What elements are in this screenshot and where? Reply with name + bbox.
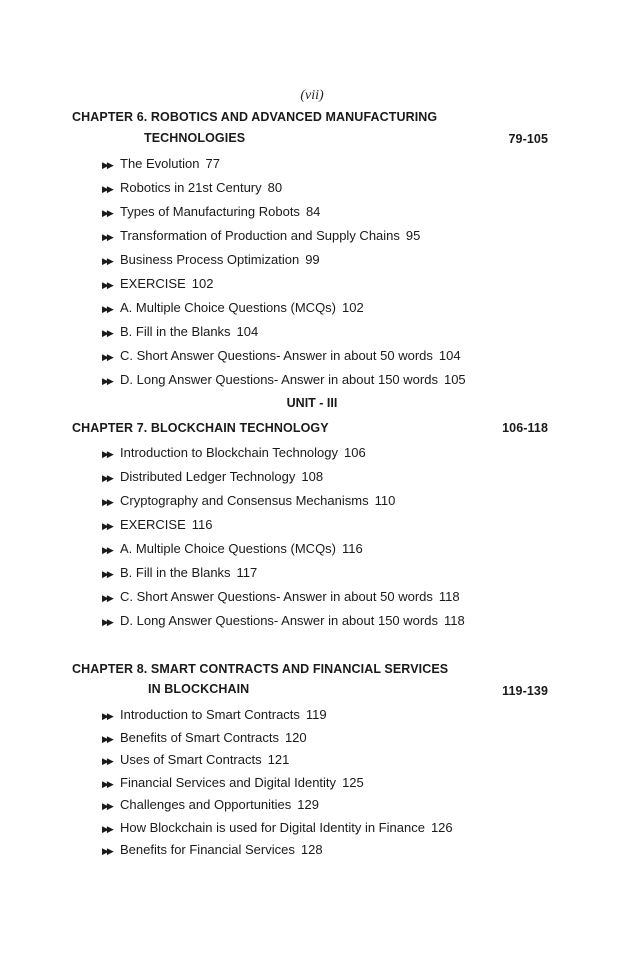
- chapter-6-title-line2: TECHNOLOGIES: [144, 131, 246, 145]
- toc-entry-page: 84: [305, 204, 321, 219]
- toc-entry-page: 95: [405, 228, 421, 243]
- toc-entry-page: 117: [236, 565, 258, 580]
- toc-entry-page: 99: [305, 252, 320, 267]
- double-arrow-bullet-icon: ▶▶: [102, 352, 112, 362]
- toc-entry: [102, 469, 465, 493]
- double-arrow-bullet-icon: ▶▶: [102, 846, 112, 856]
- toc-entry-page: 77: [205, 156, 220, 171]
- double-arrow-bullet-icon: ▶▶: [102, 711, 112, 721]
- double-arrow-bullet-icon: ▶▶: [102, 208, 112, 218]
- toc-entry-page: 110: [374, 493, 396, 508]
- toc-entry-page: 116: [191, 517, 213, 532]
- toc-entry: [102, 775, 453, 798]
- toc-entry-page: 118: [443, 613, 465, 628]
- toc-entry: [102, 820, 453, 843]
- toc-entry-page: 120: [284, 729, 307, 745]
- toc-entry: [102, 445, 465, 469]
- toc-entry-page: 119: [305, 707, 327, 722]
- toc-entry: [102, 565, 465, 589]
- toc-entry-page: 106: [344, 445, 366, 460]
- double-arrow-bullet-icon: ▶▶: [102, 756, 112, 766]
- double-arrow-bullet-icon: ▶▶: [102, 569, 112, 579]
- double-arrow-bullet-icon: ▶▶: [102, 304, 112, 314]
- toc-entry-page: 104: [236, 324, 259, 339]
- toc-entry-title: Types of Manufacturing Robots: [120, 204, 300, 219]
- double-arrow-bullet-icon: ▶▶: [102, 160, 112, 170]
- chapter-8-entries: [102, 707, 453, 865]
- toc-entry-title: EXERCISE: [120, 517, 186, 532]
- toc-entry-title: Business Process Optimization: [120, 252, 300, 267]
- toc-entry-page: 102: [342, 300, 364, 315]
- toc-entry: [102, 372, 466, 396]
- toc-entry: [102, 589, 465, 613]
- toc-entry-page: 129: [297, 797, 319, 812]
- double-arrow-bullet-icon: ▶▶: [102, 545, 112, 555]
- double-arrow-bullet-icon: ▶▶: [102, 593, 112, 603]
- toc-entry-page: 104: [438, 348, 461, 363]
- toc-entry-title: Introduction to Blockchain Technology: [120, 445, 339, 460]
- double-arrow-bullet-icon: ▶▶: [102, 778, 112, 789]
- toc-entry: [102, 517, 465, 541]
- toc-entry-page: 105: [443, 372, 466, 387]
- toc-entry: [102, 730, 453, 753]
- double-arrow-bullet-icon: ▶▶: [102, 823, 112, 834]
- toc-entry: [102, 324, 466, 348]
- toc-entry-title: B. Fill in the Blanks: [120, 324, 231, 339]
- double-arrow-bullet-icon: ▶▶: [102, 801, 112, 811]
- double-arrow-bullet-icon: ▶▶: [102, 376, 112, 386]
- toc-entry-title: Introduction to Smart Contracts: [120, 707, 300, 722]
- toc-entry-title: Financial Services and Digital Identity: [120, 774, 337, 790]
- toc-entry-page: 108: [301, 469, 324, 484]
- toc-entry-title: D. Long Answer Questions- Answer in about 150 words: [120, 372, 438, 387]
- double-arrow-bullet-icon: ▶▶: [102, 328, 112, 338]
- toc-entry-title: D. Long Answer Questions- Answer in about 150 words: [120, 613, 438, 628]
- toc-entry-title: B. Fill in the Blanks: [120, 565, 231, 580]
- toc-entry: [102, 842, 453, 865]
- chapter-8-title-line1: CHAPTER 8. SMART CONTRACTS AND FINANCIAL SERVICES: [72, 662, 449, 676]
- toc-entry-title: Distributed Ledger Technology: [120, 469, 296, 484]
- toc-entry-title: The Evolution: [120, 156, 200, 171]
- double-arrow-bullet-icon: ▶▶: [102, 497, 112, 507]
- chapter-7-entries: [102, 445, 465, 637]
- chapter-8-page-range: 119-139: [502, 684, 548, 698]
- chapter-6-page-range: 79-105: [508, 132, 548, 146]
- toc-entry: [102, 613, 465, 637]
- toc-entry: [102, 180, 466, 204]
- chapter-8-title-line2: IN BLOCKCHAIN: [148, 682, 250, 696]
- toc-entry-title: C. Short Answer Questions- Answer in about 50 words: [120, 589, 433, 604]
- double-arrow-bullet-icon: ▶▶: [102, 232, 112, 242]
- chapter-6-heading: [72, 110, 548, 145]
- toc-entry: [102, 156, 466, 180]
- toc-entry: [102, 541, 465, 565]
- toc-entry-title: A. Multiple Choice Questions (MCQs): [120, 541, 337, 556]
- double-arrow-bullet-icon: ▶▶: [102, 473, 112, 483]
- toc-entry: [102, 707, 453, 730]
- chapter-7-heading: [72, 421, 548, 435]
- toc-entry: [102, 204, 466, 228]
- chapter-8-heading: [72, 662, 548, 696]
- double-arrow-bullet-icon: ▶▶: [102, 449, 112, 459]
- toc-entry-title: C. Short Answer Questions- Answer in about 50 words: [120, 348, 433, 363]
- toc-entry: [102, 493, 465, 517]
- chapter-7-title: CHAPTER 7. BLOCKCHAIN TECHNOLOGY: [72, 421, 329, 435]
- double-arrow-bullet-icon: ▶▶: [102, 733, 112, 744]
- toc-entry-page: 126: [430, 819, 453, 835]
- toc-entry: [102, 752, 453, 775]
- toc-entry: [102, 252, 466, 276]
- double-arrow-bullet-icon: ▶▶: [102, 256, 112, 266]
- toc-entry-page: 125: [342, 774, 364, 790]
- toc-entry: [102, 276, 466, 300]
- toc-entry-page: 128: [300, 842, 323, 857]
- chapter-7-page-range: 106-118: [502, 421, 548, 435]
- toc-entry-title: A. Multiple Choice Questions (MCQs): [120, 300, 337, 315]
- toc-entry-title: Robotics in 21st Century: [120, 180, 262, 195]
- toc-entry: [102, 228, 466, 252]
- toc-entry-title: EXERCISE: [120, 276, 186, 291]
- toc-entry-page: 80: [267, 180, 283, 195]
- page-number: (vii): [300, 88, 324, 103]
- double-arrow-bullet-icon: ▶▶: [102, 521, 112, 531]
- toc-entry: [102, 300, 466, 324]
- toc-entry-title: Challenges and Opportunities: [120, 797, 292, 812]
- toc-entry-title: Transformation of Production and Supply Chains: [120, 228, 400, 243]
- toc-entry: [102, 797, 453, 820]
- toc-entry-title: Benefits for Financial Services: [120, 842, 295, 857]
- toc-entry-title: Uses of Smart Contracts: [120, 752, 262, 767]
- toc-entry-title: Benefits of Smart Contracts: [120, 729, 279, 745]
- toc-entry-page: 102: [191, 276, 214, 291]
- toc-entry-page: 116: [342, 541, 363, 556]
- chapter-6-entries: [102, 156, 466, 396]
- double-arrow-bullet-icon: ▶▶: [102, 280, 112, 290]
- double-arrow-bullet-icon: ▶▶: [102, 617, 112, 627]
- double-arrow-bullet-icon: ▶▶: [102, 184, 112, 194]
- toc-entry-title: How Blockchain is used for Digital Identity in Finance: [120, 819, 425, 835]
- toc-entry: [102, 348, 466, 372]
- chapter-6-title-line1: CHAPTER 6. ROBOTICS AND ADVANCED MANUFACTURING: [72, 110, 438, 124]
- unit-heading: UNIT - III: [286, 396, 338, 410]
- toc-entry-page: 121: [267, 752, 290, 767]
- toc-entry-title: Cryptography and Consensus Mechanisms: [120, 493, 369, 508]
- toc-entry-page: 118: [438, 589, 460, 604]
